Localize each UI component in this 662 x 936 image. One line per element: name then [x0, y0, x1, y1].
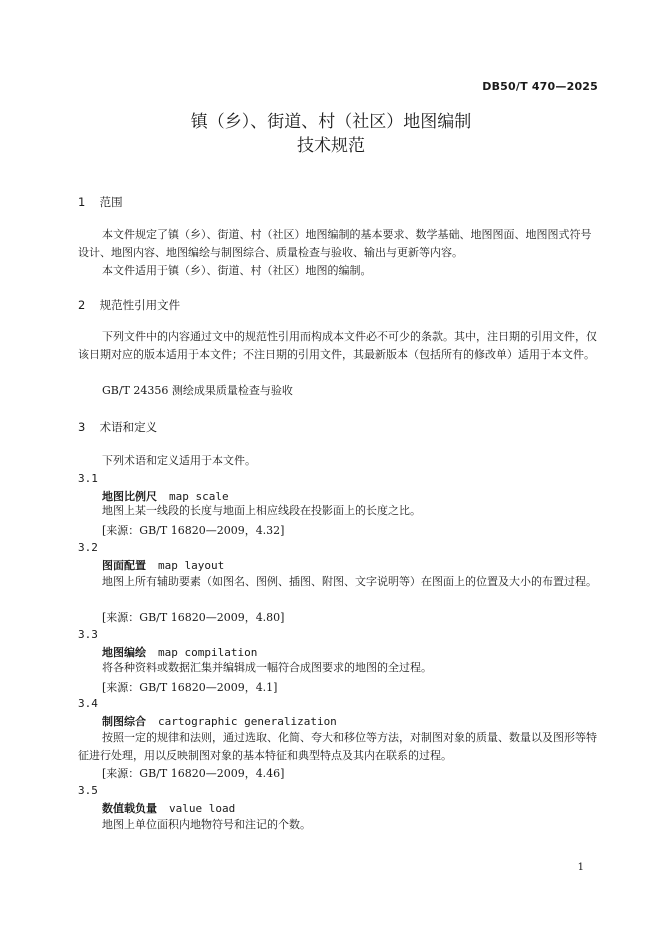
term-entry	[102, 557, 224, 573]
section-number: 2	[78, 298, 86, 312]
section-title: 范围	[99, 195, 123, 209]
term-english: value load	[169, 802, 236, 815]
term-chinese: 图面配置	[102, 559, 146, 572]
document-title-line1: 镇（乡）、街道、村（社区）地图编制	[190, 112, 472, 132]
page-number: 1	[577, 862, 584, 873]
term-definition: 按照一定的规律和法则，通过选取、化简、夸大和移位等方法，对制图对象的质量、数量以及图形等特征进行处理，用以反映制图对象的基本特征和典型特点及其内在联系的过程。	[78, 731, 597, 762]
paragraph: 本文件适用于镇（乡）、街道、村（社区）地图的编制。	[102, 264, 372, 277]
term-number: 3.5	[78, 784, 98, 797]
term-entry	[102, 800, 235, 816]
term-english: map compilation	[158, 646, 258, 659]
section-heading-normative-references	[78, 297, 180, 313]
section-number: 1	[78, 195, 86, 209]
term-number: 3.1	[78, 472, 98, 485]
paragraph: 下列术语和定义适用于本文件。	[102, 454, 256, 467]
term-number: 3.3	[78, 628, 98, 641]
term-number: 3.2	[78, 541, 98, 554]
term-definition: 将各种资料或数据汇集并编辑成一幅符合成图要求的地图的全过程。	[102, 661, 432, 674]
term-entry	[102, 644, 257, 660]
reference-entry: GB/T 24356 测绘成果质量检查与验收	[102, 384, 293, 397]
term-number: 3.4	[78, 697, 98, 710]
paragraph: 本文件规定了镇（乡）、街道、村（社区）地图编制的基本要求、数学基础、地图图面、地图图式符号设计、地图内容、地图编绘与制图综合、质量检查与验收、输出与更新等内容。	[78, 228, 592, 259]
term-chinese: 制图综合	[102, 715, 146, 728]
section-heading-terms	[78, 419, 157, 435]
document-title-line2: 技术规范	[297, 136, 365, 156]
term-english: map layout	[158, 559, 225, 572]
term-chinese: 数值载负量	[102, 802, 157, 815]
term-entry	[102, 713, 337, 729]
section-title: 术语和定义	[99, 420, 158, 434]
term-definition: 地图上某一线段的长度与地面上相应线段在投影面上的长度之比。	[102, 504, 421, 517]
term-chinese: 地图编绘	[102, 646, 146, 659]
standard-number: DB50/T 470—2025	[482, 80, 598, 93]
paragraph: 下列文件中的内容通过文中的规范性引用而构成本文件必不可少的条款。其中，注日期的引用文件，仅该日期对应的版本适用于本文件；不注日期的引用文件，其最新版本（包括所有的修改单）适用于本文件。	[78, 330, 597, 361]
section-heading-scope	[78, 194, 123, 210]
term-definition: 地图上所有辅助要素（如图名、图例、插图、附图、文字说明等）在图面上的位置及大小的布置过程。	[102, 575, 597, 588]
term-definition: 地图上单位面积内地物符号和注记的个数。	[102, 818, 311, 831]
section-title: 规范性引用文件	[99, 298, 181, 312]
section-number: 3	[78, 420, 86, 434]
term-source: [来源：GB/T 16820—2009，4.46]	[102, 767, 285, 780]
term-english: map scale	[169, 490, 229, 503]
term-source: [来源：GB/T 16820—2009，4.80]	[102, 611, 285, 624]
term-chinese: 地图比例尺	[102, 490, 157, 503]
term-english: cartographic generalization	[158, 715, 337, 728]
term-source: [来源：GB/T 16820—2009，4.32]	[102, 524, 285, 537]
term-source: [来源：GB/T 16820—2009，4.1]	[102, 681, 278, 694]
